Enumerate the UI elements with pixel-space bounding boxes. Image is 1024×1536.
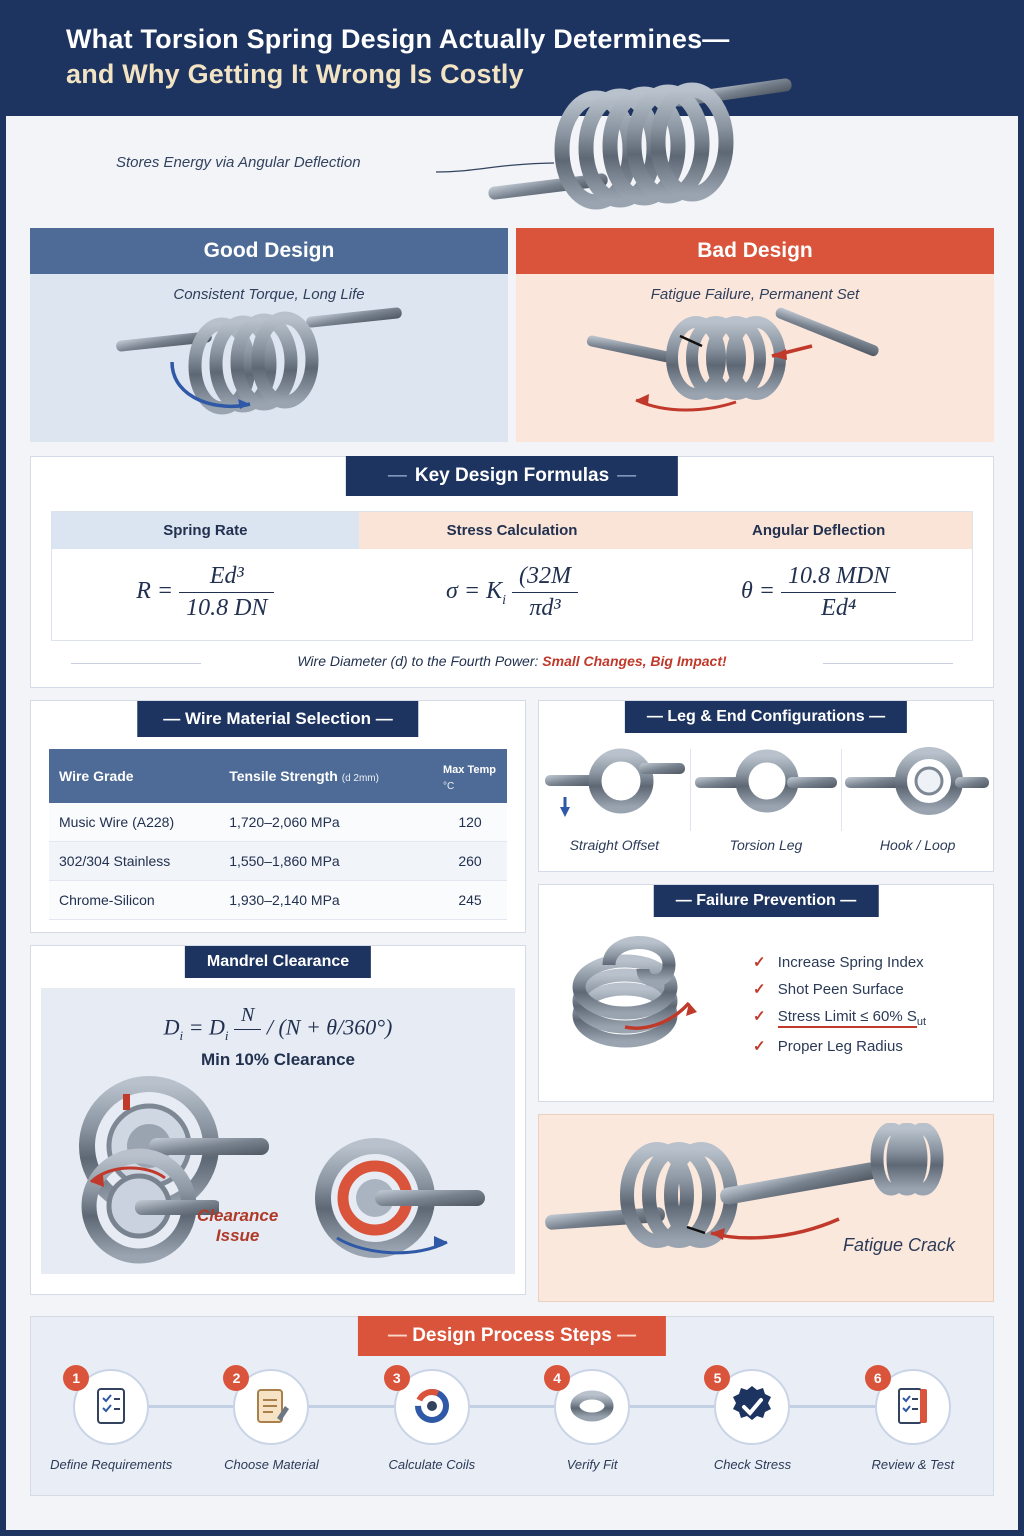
tab-dash-right: — — [869, 708, 886, 725]
formula-subscript: i — [502, 592, 506, 608]
ring-icon — [570, 1384, 614, 1428]
table-header-row — [49, 749, 507, 803]
column-header-temp-text: Max Temp — [443, 764, 496, 776]
coiled-spring-icon — [539, 919, 749, 1089]
failure-prevention-card — [538, 884, 994, 1102]
formula-lhs: θ = — [741, 578, 775, 605]
mandrel-illustration-area — [41, 988, 515, 1274]
step-number: 3 — [384, 1365, 410, 1391]
cell-grade: 302/304 Stainless — [49, 842, 219, 881]
prevention-item — [753, 1007, 993, 1028]
good-spring-illustration — [110, 300, 410, 430]
mandrel-clearance-card — [30, 945, 526, 1295]
mandrel-formula-den: / (N + θ/360°) — [266, 1014, 393, 1040]
straight-offset-icon — [539, 739, 689, 825]
column-header-tensile-text: Tensile Strength — [229, 768, 338, 784]
leg-config-torsion-leg — [691, 739, 842, 859]
leg-configurations-card — [538, 700, 994, 872]
wire-material-card — [30, 700, 526, 933]
table-row — [49, 842, 507, 881]
good-design-subtitle: Consistent Torque, Long Life — [173, 286, 365, 303]
torsion-leg-icon — [691, 739, 841, 825]
bad-spring-illustration — [576, 300, 886, 430]
tab-dash-left: — — [646, 708, 663, 725]
mandrel-formula-num: N — [234, 1004, 261, 1030]
report-icon — [891, 1384, 935, 1428]
bad-design-panel — [516, 228, 994, 442]
leg-config-label: Straight Offset — [569, 837, 660, 853]
column-header-temp — [433, 749, 507, 803]
cell-tensile: 1,720–2,060 MPa — [219, 803, 433, 842]
formulas-title-ribbon — [346, 456, 678, 496]
check-icon: ✓ — [753, 1008, 766, 1025]
clipboard-pen-icon — [249, 1384, 293, 1428]
step-number: 6 — [865, 1365, 891, 1391]
mandrel-formula-body: = D — [188, 1014, 225, 1040]
prevention-item-label: Stress Limit ≤ 60% S — [778, 1008, 917, 1028]
step-circle — [875, 1369, 951, 1445]
good-design-title: Good Design — [30, 228, 508, 274]
leg-configurations-title-text: Leg & End Configurations — [667, 708, 865, 725]
hero-section — [6, 116, 1018, 224]
formula-denominator: 10.8 DN — [186, 595, 268, 621]
formula-fraction — [179, 563, 274, 622]
formula-fraction — [781, 563, 896, 622]
formula-fraction — [512, 563, 578, 622]
formula-columns — [51, 511, 973, 641]
title-line-2: and Why Getting It Wrong Is Costly — [66, 58, 524, 89]
leg-configurations-title — [625, 701, 907, 733]
clearance-issue-label — [197, 1206, 278, 1245]
mandrel-formula-lhs: D — [163, 1014, 180, 1040]
key-design-formulas-section — [30, 456, 994, 688]
formula-note-main: Wire Diameter (d) to the Fourth Power: — [297, 653, 539, 669]
formula-body — [359, 549, 666, 640]
step-6[interactable] — [833, 1369, 993, 1472]
check-seal-icon — [729, 1383, 775, 1429]
steps-title-ribbon — [358, 1316, 666, 1356]
formula-body — [52, 549, 359, 640]
cell-temp: 120 — [433, 803, 507, 842]
check-icon: ✓ — [753, 1038, 766, 1055]
bad-design-subtitle: Fatigue Failure, Permanent Set — [650, 286, 860, 303]
step-4[interactable] — [512, 1369, 672, 1472]
hook-loop-icon — [843, 739, 993, 825]
step-label: Verify Fit — [566, 1457, 618, 1472]
prevention-item — [753, 953, 993, 971]
step-label: Define Requirements — [50, 1457, 173, 1472]
mid-section — [30, 700, 994, 1302]
wire-material-table — [49, 749, 507, 920]
formula-denominator: πd³ — [529, 595, 561, 621]
formula-deflection — [665, 512, 972, 640]
step-circle — [73, 1369, 149, 1445]
formula-header: Spring Rate — [52, 512, 359, 549]
step-circle — [714, 1369, 790, 1445]
mandrel-formula-sub: i — [179, 1027, 184, 1043]
leg-config-straight-offset — [539, 739, 690, 859]
formula-denominator: Ed⁴ — [821, 595, 857, 621]
cell-grade: Music Wire (A228) — [49, 803, 219, 842]
column-header-grade: Wire Grade — [49, 749, 219, 803]
mandrel-formula — [41, 1004, 515, 1055]
cell-temp: 260 — [433, 842, 507, 881]
step-number: 2 — [223, 1365, 249, 1391]
mandrel-fraction — [234, 1004, 261, 1055]
mandrel-bottom-right-illustration — [297, 1138, 497, 1278]
tab-dash-left: — — [163, 709, 181, 728]
formula-numerator: Ed³ — [179, 563, 274, 593]
leg-config-label: Hook / Loop — [879, 837, 956, 853]
step-2[interactable] — [191, 1369, 351, 1472]
step-number: 5 — [704, 1365, 730, 1391]
failure-prevention-title-text: Failure Prevention — [696, 892, 836, 909]
good-design-panel — [30, 228, 508, 442]
cell-tensile: 1,930–2,140 MPa — [219, 881, 433, 920]
design-comparison — [30, 228, 994, 442]
step-3[interactable] — [352, 1369, 512, 1472]
title-line-1: What Torsion Spring Design Actually Determines— — [66, 24, 730, 54]
formula-lhs: σ = K — [446, 578, 503, 605]
hero-callout-label: Stores Energy via Angular Deflection — [116, 154, 361, 171]
prevention-item — [753, 980, 993, 998]
step-label: Choose Material — [224, 1457, 319, 1472]
step-1[interactable] — [31, 1369, 191, 1472]
steps-title: Design Process Steps — [412, 1325, 612, 1346]
fatigue-crack-panel — [538, 1114, 994, 1302]
table-row — [49, 803, 507, 842]
leg-config-hook-loop — [842, 739, 993, 859]
failure-prevention-title — [654, 885, 879, 917]
cell-tensile: 1,550–1,860 MPa — [219, 842, 433, 881]
torsion-spring-hero-illustration — [476, 68, 806, 248]
formula-note-highlight: Small Changes, Big Impact! — [542, 653, 727, 669]
checklist-icon — [89, 1384, 133, 1428]
good-design-body — [30, 274, 508, 442]
step-5[interactable] — [672, 1369, 832, 1472]
mandrel-title-text: Mandrel Clearance — [206, 953, 350, 970]
prevention-item-sub: ut — [916, 1016, 927, 1028]
check-icon: ✓ — [753, 981, 766, 998]
step-circle — [233, 1369, 309, 1445]
ribbon-dash-left: — — [387, 465, 407, 486]
ribbon-dash-right: — — [617, 1325, 637, 1346]
formula-lhs: R = — [136, 578, 174, 605]
column-header-temp-note: °C — [443, 781, 455, 792]
column-header-tensile — [219, 749, 433, 803]
formula-stress — [359, 512, 666, 640]
wire-material-title — [137, 701, 418, 737]
prevention-items — [749, 944, 993, 1064]
cell-temp: 245 — [433, 881, 507, 920]
clearance-issue-line1: Clearance — [197, 1206, 279, 1225]
ribbon-dash-left: — — [387, 1325, 407, 1346]
tab-dash-right: — — [375, 709, 393, 728]
column-header-tensile-note: (d 2mm) — [341, 773, 379, 784]
prevention-item-label: Proper Leg Radius — [777, 1038, 903, 1055]
mandrel-min-clearance: Min 10% Clearance — [200, 1050, 355, 1069]
wire-material-title-text: Wire Material Selection — [185, 709, 371, 728]
formula-numerator: (32M — [512, 563, 578, 593]
bad-design-title: Bad Design — [516, 228, 994, 274]
ribbon-dash-right: — — [617, 465, 637, 486]
formula-numerator: 10.8 MDN — [781, 563, 896, 593]
formula-header: Angular Deflection — [665, 512, 972, 549]
formula-spring-rate — [52, 512, 359, 640]
step-number: 4 — [544, 1365, 570, 1391]
step-number: 1 — [63, 1365, 89, 1391]
circular-arrows-icon — [410, 1384, 454, 1428]
leg-configuration-items — [539, 739, 993, 859]
mandrel-formula-sub2: i — [224, 1027, 229, 1043]
steps-row — [31, 1369, 993, 1472]
design-process-steps-section — [30, 1316, 994, 1496]
table-row — [49, 881, 507, 920]
mandrel-title — [185, 946, 371, 978]
step-label: Check Stress — [713, 1457, 792, 1472]
tab-dash-left: — — [675, 892, 692, 909]
formula-note — [31, 653, 993, 669]
prevention-item — [753, 1037, 993, 1055]
left-column — [30, 700, 526, 1295]
clearance-issue-line2: Issue — [215, 1225, 260, 1245]
fatigue-crack-illustration — [539, 1123, 1009, 1293]
step-circle — [394, 1369, 470, 1445]
cell-grade: Chrome-Silicon — [49, 881, 219, 920]
formula-header: Stress Calculation — [359, 512, 666, 549]
step-circle — [554, 1369, 630, 1445]
prevention-item-label: Increase Spring Index — [777, 954, 924, 971]
formulas-title: Key Design Formulas — [414, 465, 610, 486]
leg-config-label: Torsion Leg — [729, 837, 803, 853]
tab-dash-right: — — [840, 892, 857, 909]
prevention-illustration — [539, 919, 749, 1089]
failure-prevention-body — [539, 919, 993, 1089]
bad-design-body — [516, 274, 994, 442]
formula-body — [665, 549, 972, 640]
fatigue-crack-label: Fatigue Crack — [842, 1235, 955, 1255]
right-column — [538, 700, 994, 1302]
step-label: Review & Test — [871, 1457, 955, 1472]
step-label: Calculate Coils — [388, 1457, 476, 1472]
check-icon: ✓ — [753, 954, 766, 971]
prevention-item-label: Shot Peen Surface — [777, 981, 904, 998]
